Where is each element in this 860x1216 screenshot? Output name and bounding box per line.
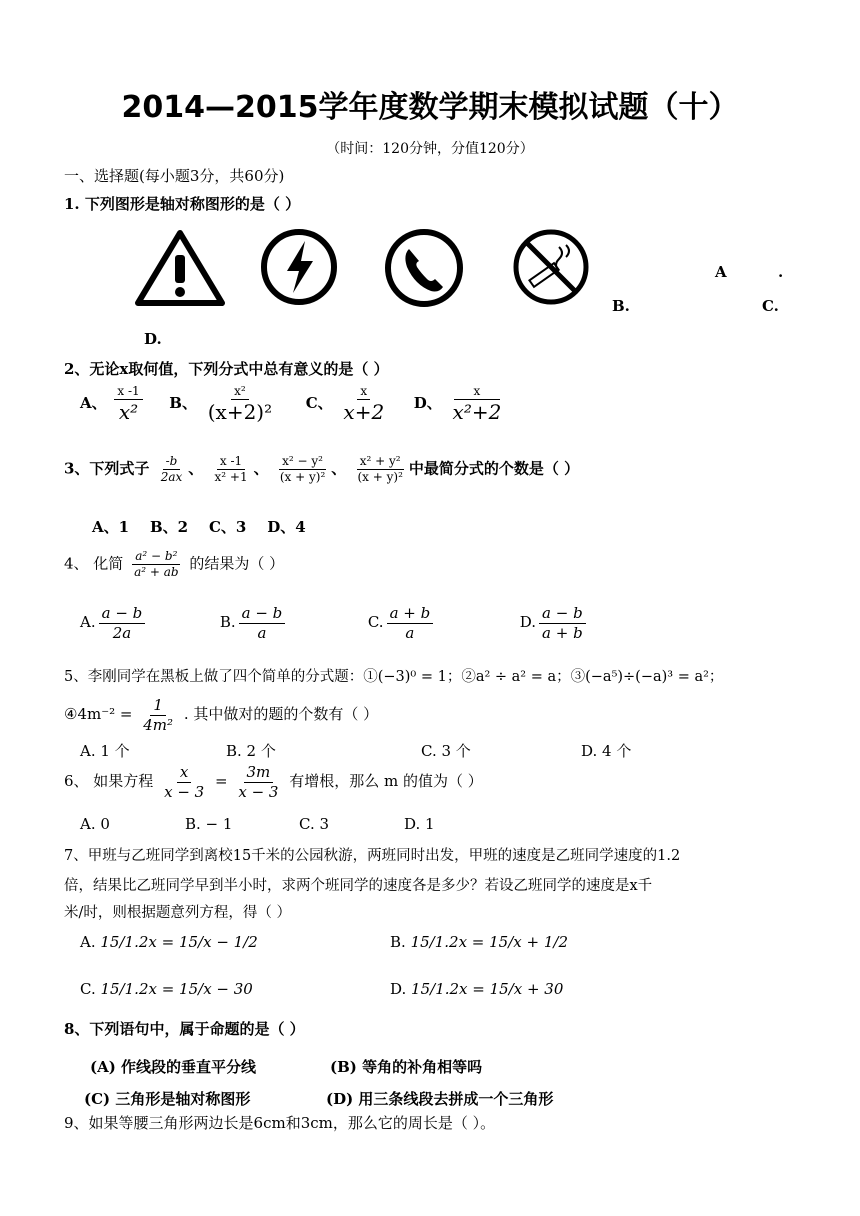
fraction: $\frac{x -1}{\text{x² +1}}$ [214,454,248,485]
no-smoking-icon [511,227,591,307]
question-3-stem: 3、下列式子 $\frac{-b}{2ax}$ 、 $\frac{x -1}{\text{x² +1}}$ 、 $\frac{\text{x² − y²}}{\text{(x + y)²}}$ 、 $\frac{\text{x² + y²}}{\text{(x + y)²}}$ 中最简分式的个数是（ ） [64,454,580,485]
q8-option-d: (D) 用三条线段去拼成一个三角形 [326,1090,554,1108]
question-2-stem: 2、无论x取何值，下列分式中总有意义的是（ ） [64,360,389,378]
fraction: $\frac{a - b}{a + b}$ [539,605,586,641]
q8-option-b: (B) 等角的补角相等吗 [330,1058,483,1076]
question-7-line2: 倍，结果比乙班同学早到半小时，求两个班同学的速度各是多少？若设乙班同学的速度是x千 [64,878,653,894]
question-6-stem: 6、 如果方程 $\frac{x}{x - 3}$ = $\frac{3m}{x - 3}$ 有增根，那么 m 的值为（ ） [64,763,483,801]
q5-option-d: D. 4 个 [581,742,632,760]
q5-option-b: B. 2 个 [226,742,276,760]
option-d-label: D. [144,330,162,348]
q8-option-c: (C) 三角形是轴对称图形 [84,1090,251,1108]
question-1-stem: 1. 下列图形是轴对称图形的是（ ） [64,195,301,213]
fraction: $\frac{x}{\text{x²+2}}$ [452,384,502,425]
question-7-line1: 7、甲班与乙班同学到离校15千米的公园秋游，两班同时出发，甲班的速度是乙班同学速度的1.2 [64,848,681,864]
lightning-circle-icon [259,227,339,307]
option-label: A、 [80,394,107,413]
question-8-stem: 8、下列语句中，属于命题的是（ ） [64,1020,305,1038]
page-title: 2014—2015学年度数学期末模拟试题（十） [121,90,739,125]
q7-option-d: D. 15/1.2x = 15/x + 30 [390,980,564,998]
fraction: $\frac{1}{\text{4m²}}$ [143,696,174,734]
q5-option-c: C. 3 个 [421,742,471,760]
question-9-stem: 9、如果等腰三角形两边长是6cm和3cm，那么它的周长是（ ）。 [64,1114,496,1132]
option-a-dot: . [778,263,784,281]
warning-triangle-icon [134,229,226,307]
fraction: $\frac{a - b}{a}$ [239,605,286,641]
option-a-label: A [715,263,727,281]
fraction: $\frac{3m}{x - 3}$ [238,763,279,801]
fraction: $\frac{\text{x² + y²}}{\text{(x + y)²}}$ [357,454,403,485]
q6-option-d: D. 1 [404,815,435,833]
section-heading: 一、选择题(每小题3分，共60分) [64,167,285,185]
question-4-options: A. $\frac{a - b}{2a}$ B. $\frac{a - b}{a}$ C. $\frac{a + b}{a}$ D. $\frac{a - b}{a + b}$ [80,605,589,641]
q6-option-a: A. 0 [80,815,110,833]
fraction: $\frac{a - b}{2a}$ [99,605,146,641]
question-5-stem: 5、李刚同学在黑板上做了四个简单的分式题：①(−3)⁰ = 1；②a² ÷ a² = a；③(−a⁵)÷(−a)³ = a²； [64,669,724,685]
q7-option-a: A. 15/1.2x = 15/x − 1/2 [80,933,258,951]
fraction: $\frac{\text{x²}}{\text{(x+2)²}}$ [207,384,273,425]
fraction: $\frac{x}{x+2}$ [343,384,385,425]
q6-option-b: B. − 1 [185,815,233,833]
fraction: $\frac{a + b}{a}$ [387,605,434,641]
telephone-circle-icon [383,227,465,309]
question-3-options: A、1 B、2 C、3 D、4 [92,518,306,536]
question-5-line2: ④4m⁻² = $\frac{1}{\text{4m²}}$ . 其中做对的题的个数有（ ） [64,696,379,734]
fraction: $\frac{x}{x - 3}$ [164,763,205,801]
fraction: $\frac{x -1}{\text{x²}}$ [114,385,142,423]
question-2-options [80,385,507,423]
q8-option-a: (A) 作线段的垂直平分线 [90,1058,257,1076]
fraction: $\frac{\text{a² − b²}}{\text{a² + ab}}$ [134,549,179,580]
question-4-stem: 4、 化简 $\frac{\text{a² − b²}}{\text{a² + ab}}$ 的结果为（ ） [64,549,285,580]
option-label: B、 [169,394,197,413]
q6-option-c: C. 3 [299,815,330,833]
option-c-label: C. [762,297,779,315]
option-b-label: B. [612,297,630,315]
exam-info: （时间：120分钟，分值120分） [326,141,534,157]
question-7-line3: 米/时，则根据题意列方程，得（ ） [64,905,291,921]
option-label: D、 [413,394,442,413]
q5-option-a: A. 1 个 [80,742,130,760]
fraction: $\frac{-b}{2ax}$ [160,454,183,485]
q7-option-b: B. 15/1.2x = 15/x + 1/2 [390,933,568,951]
fraction: $\frac{\text{x² − y²}}{\text{(x + y)²}}$ [279,454,326,485]
q7-option-c: C. 15/1.2x = 15/x − 30 [80,980,253,998]
option-label: C、 [305,394,333,413]
